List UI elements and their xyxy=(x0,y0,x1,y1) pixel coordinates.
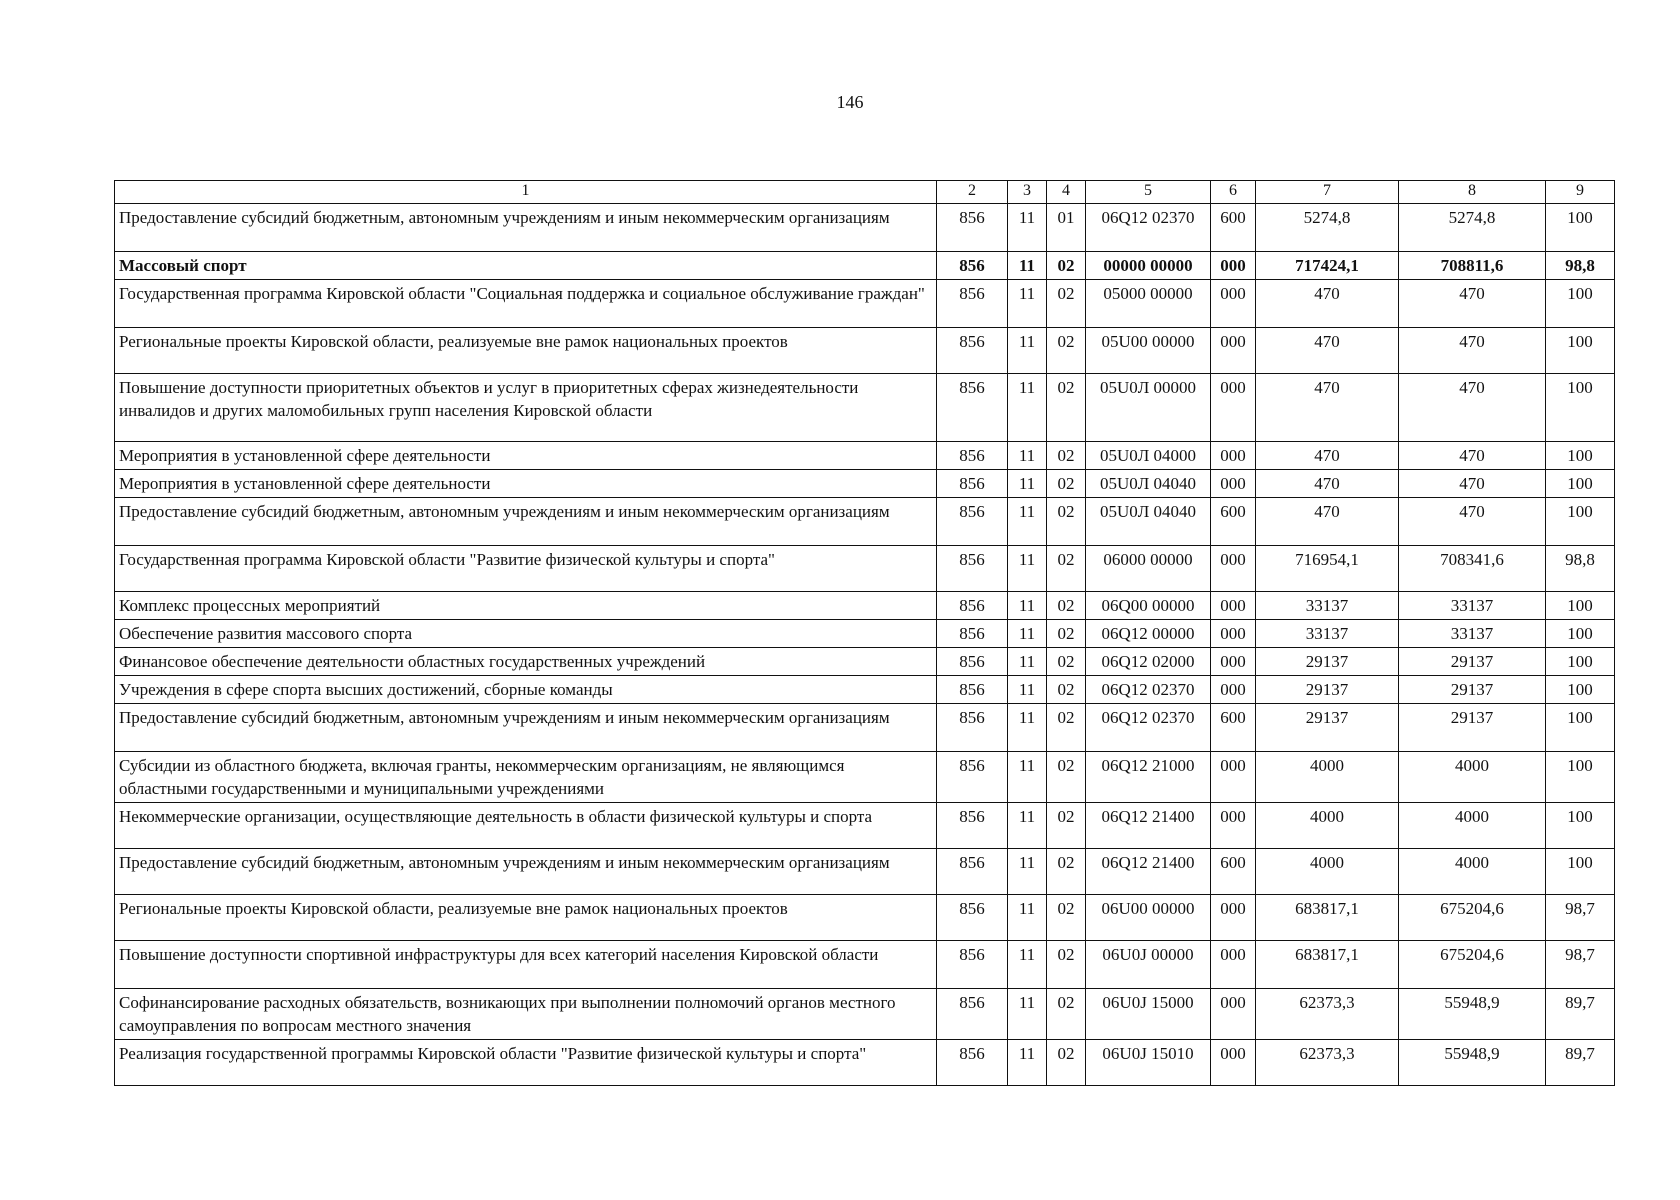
row-planned: 29137 xyxy=(1256,704,1399,752)
table-row xyxy=(115,546,1615,592)
row-admin-code: 856 xyxy=(937,470,1008,498)
table-row xyxy=(115,704,1615,752)
row-admin-code: 856 xyxy=(937,280,1008,328)
row-executed: 29137 xyxy=(1399,676,1546,704)
row-name: Региональные проекты Кировской области, реализуемые вне рамок национальных проектов xyxy=(115,895,937,941)
row-percent: 100 xyxy=(1546,328,1615,374)
table-row xyxy=(115,252,1615,280)
page-number: 146 xyxy=(836,92,864,112)
row-admin-code: 856 xyxy=(937,989,1008,1040)
row-name: Предоставление субсидий бюджетным, автономным учреждениям и иным некоммерческим организациям xyxy=(115,849,937,895)
table-row xyxy=(115,328,1615,374)
row-name: Обеспечение развития массового спорта xyxy=(115,620,937,648)
row-admin-code: 856 xyxy=(937,498,1008,546)
column-header: 9 xyxy=(1546,181,1615,204)
row-expense-type: 000 xyxy=(1211,676,1256,704)
row-section: 11 xyxy=(1008,803,1047,849)
row-name: Некоммерческие организации, осуществляющие деятельность в области физической культуры и спорта xyxy=(115,803,937,849)
row-executed: 470 xyxy=(1399,498,1546,546)
row-admin-code: 856 xyxy=(937,895,1008,941)
row-executed: 708811,6 xyxy=(1399,252,1546,280)
row-expense-type: 000 xyxy=(1211,989,1256,1040)
row-subsection: 02 xyxy=(1047,592,1086,620)
row-executed: 55948,9 xyxy=(1399,1040,1546,1086)
row-admin-code: 856 xyxy=(937,704,1008,752)
column-header: 1 xyxy=(115,181,937,204)
row-target-article: 05000 00000 xyxy=(1086,280,1211,328)
row-target-article: 06U0J 15000 xyxy=(1086,989,1211,1040)
row-target-article: 06000 00000 xyxy=(1086,546,1211,592)
row-section: 11 xyxy=(1008,752,1047,803)
row-percent: 100 xyxy=(1546,204,1615,252)
row-executed: 470 xyxy=(1399,280,1546,328)
table-row xyxy=(115,442,1615,470)
row-percent: 100 xyxy=(1546,498,1615,546)
table-row xyxy=(115,941,1615,989)
row-subsection: 02 xyxy=(1047,989,1086,1040)
row-name: Предоставление субсидий бюджетным, автономным учреждениям и иным некоммерческим организациям xyxy=(115,498,937,546)
row-percent: 89,7 xyxy=(1546,1040,1615,1086)
row-executed: 470 xyxy=(1399,470,1546,498)
row-target-article: 05U00 00000 xyxy=(1086,328,1211,374)
row-percent: 100 xyxy=(1546,470,1615,498)
budget-table xyxy=(114,180,1615,1086)
row-expense-type: 000 xyxy=(1211,803,1256,849)
row-percent: 98,7 xyxy=(1546,941,1615,989)
row-expense-type: 000 xyxy=(1211,895,1256,941)
column-header: 3 xyxy=(1008,181,1047,204)
table-row xyxy=(115,498,1615,546)
row-planned: 4000 xyxy=(1256,803,1399,849)
row-name: Предоставление субсидий бюджетным, автономным учреждениям и иным некоммерческим организациям xyxy=(115,204,937,252)
row-section: 11 xyxy=(1008,849,1047,895)
row-admin-code: 856 xyxy=(937,803,1008,849)
row-subsection: 02 xyxy=(1047,374,1086,442)
row-admin-code: 856 xyxy=(937,374,1008,442)
row-executed: 55948,9 xyxy=(1399,989,1546,1040)
row-executed: 470 xyxy=(1399,328,1546,374)
table-row xyxy=(115,374,1615,442)
row-expense-type: 000 xyxy=(1211,941,1256,989)
table-row xyxy=(115,1040,1615,1086)
row-target-article: 05U0Л 04000 xyxy=(1086,442,1211,470)
row-percent: 98,7 xyxy=(1546,895,1615,941)
row-percent: 100 xyxy=(1546,648,1615,676)
row-target-article: 06Q12 02000 xyxy=(1086,648,1211,676)
table-row xyxy=(115,648,1615,676)
row-section: 11 xyxy=(1008,620,1047,648)
row-target-article: 00000 00000 xyxy=(1086,252,1211,280)
row-target-article: 06Q12 02370 xyxy=(1086,704,1211,752)
row-name: Реализация государственной программы Кировской области "Развитие физической культуры и спорта" xyxy=(115,1040,937,1086)
row-expense-type: 000 xyxy=(1211,592,1256,620)
row-admin-code: 856 xyxy=(937,592,1008,620)
row-name: Повышение доступности спортивной инфраструктуры для всех категорий населения Кировской области xyxy=(115,941,937,989)
row-planned: 29137 xyxy=(1256,676,1399,704)
row-subsection: 02 xyxy=(1047,941,1086,989)
row-executed: 33137 xyxy=(1399,620,1546,648)
row-admin-code: 856 xyxy=(937,676,1008,704)
row-section: 11 xyxy=(1008,895,1047,941)
row-percent: 100 xyxy=(1546,849,1615,895)
row-executed: 29137 xyxy=(1399,648,1546,676)
row-section: 11 xyxy=(1008,204,1047,252)
row-section: 11 xyxy=(1008,280,1047,328)
row-planned: 683817,1 xyxy=(1256,941,1399,989)
row-expense-type: 600 xyxy=(1211,498,1256,546)
row-planned: 62373,3 xyxy=(1256,989,1399,1040)
row-expense-type: 600 xyxy=(1211,849,1256,895)
row-admin-code: 856 xyxy=(937,204,1008,252)
row-planned: 4000 xyxy=(1256,849,1399,895)
row-percent: 100 xyxy=(1546,752,1615,803)
row-expense-type: 600 xyxy=(1211,704,1256,752)
column-header: 4 xyxy=(1047,181,1086,204)
row-percent: 89,7 xyxy=(1546,989,1615,1040)
row-expense-type: 000 xyxy=(1211,442,1256,470)
row-name: Мероприятия в установленной сфере деятельности xyxy=(115,470,937,498)
row-percent: 98,8 xyxy=(1546,252,1615,280)
row-subsection: 02 xyxy=(1047,752,1086,803)
row-subsection: 02 xyxy=(1047,648,1086,676)
row-planned: 470 xyxy=(1256,442,1399,470)
row-name: Субсидии из областного бюджета, включая гранты, некоммерческим организациям, не являющимся областными государственными и муниципальными учреждениями xyxy=(115,752,937,803)
row-section: 11 xyxy=(1008,989,1047,1040)
row-planned: 470 xyxy=(1256,328,1399,374)
row-name: Государственная программа Кировской области "Социальная поддержка и социальное обслуживание граждан" xyxy=(115,280,937,328)
row-executed: 4000 xyxy=(1399,849,1546,895)
table-row xyxy=(115,989,1615,1040)
row-subsection: 02 xyxy=(1047,849,1086,895)
row-name: Учреждения в сфере спорта высших достижений, сборные команды xyxy=(115,676,937,704)
row-planned: 470 xyxy=(1256,470,1399,498)
table-row xyxy=(115,849,1615,895)
row-section: 11 xyxy=(1008,374,1047,442)
row-subsection: 02 xyxy=(1047,546,1086,592)
table-row xyxy=(115,592,1615,620)
row-expense-type: 000 xyxy=(1211,252,1256,280)
row-admin-code: 856 xyxy=(937,1040,1008,1086)
row-subsection: 02 xyxy=(1047,895,1086,941)
row-executed: 470 xyxy=(1399,442,1546,470)
row-name: Софинансирование расходных обязательств, возникающих при выполнении полномочий органов местного самоуправления по вопросам местного значения xyxy=(115,989,937,1040)
column-header: 6 xyxy=(1211,181,1256,204)
row-section: 11 xyxy=(1008,648,1047,676)
row-target-article: 05U0Л 04040 xyxy=(1086,470,1211,498)
row-name: Предоставление субсидий бюджетным, автономным учреждениям и иным некоммерческим организациям xyxy=(115,704,937,752)
row-subsection: 02 xyxy=(1047,803,1086,849)
row-section: 11 xyxy=(1008,704,1047,752)
row-section: 11 xyxy=(1008,941,1047,989)
row-name: Финансовое обеспечение деятельности областных государственных учреждений xyxy=(115,648,937,676)
row-name: Мероприятия в установленной сфере деятельности xyxy=(115,442,937,470)
row-target-article: 06Q12 21000 xyxy=(1086,752,1211,803)
table-row xyxy=(115,752,1615,803)
row-percent: 100 xyxy=(1546,704,1615,752)
table-row xyxy=(115,895,1615,941)
row-planned: 470 xyxy=(1256,280,1399,328)
row-section: 11 xyxy=(1008,498,1047,546)
table-row xyxy=(115,620,1615,648)
row-section: 11 xyxy=(1008,676,1047,704)
row-planned: 683817,1 xyxy=(1256,895,1399,941)
row-section: 11 xyxy=(1008,252,1047,280)
row-name: Государственная программа Кировской области "Развитие физической культуры и спорта" xyxy=(115,546,937,592)
row-percent: 100 xyxy=(1546,620,1615,648)
row-subsection: 02 xyxy=(1047,280,1086,328)
row-expense-type: 000 xyxy=(1211,620,1256,648)
row-target-article: 06U00 00000 xyxy=(1086,895,1211,941)
row-subsection: 02 xyxy=(1047,704,1086,752)
row-executed: 470 xyxy=(1399,374,1546,442)
row-target-article: 06U0J 00000 xyxy=(1086,941,1211,989)
row-admin-code: 856 xyxy=(937,620,1008,648)
row-percent: 100 xyxy=(1546,592,1615,620)
column-header: 5 xyxy=(1086,181,1211,204)
row-percent: 100 xyxy=(1546,803,1615,849)
row-section: 11 xyxy=(1008,328,1047,374)
row-target-article: 06Q12 21400 xyxy=(1086,803,1211,849)
row-percent: 100 xyxy=(1546,374,1615,442)
row-subsection: 02 xyxy=(1047,252,1086,280)
table-row xyxy=(115,280,1615,328)
table-row xyxy=(115,470,1615,498)
row-executed: 4000 xyxy=(1399,803,1546,849)
row-percent: 100 xyxy=(1546,442,1615,470)
row-section: 11 xyxy=(1008,592,1047,620)
row-admin-code: 856 xyxy=(937,328,1008,374)
row-admin-code: 856 xyxy=(937,941,1008,989)
row-admin-code: 856 xyxy=(937,648,1008,676)
table-row xyxy=(115,204,1615,252)
row-admin-code: 856 xyxy=(937,442,1008,470)
row-planned: 5274,8 xyxy=(1256,204,1399,252)
row-expense-type: 000 xyxy=(1211,752,1256,803)
row-target-article: 06U0J 15010 xyxy=(1086,1040,1211,1086)
row-name: Повышение доступности приоритетных объектов и услуг в приоритетных сферах жизнедеятельности инвалидов и других маломобильных групп населения Кировской области xyxy=(115,374,937,442)
row-subsection: 01 xyxy=(1047,204,1086,252)
row-planned: 470 xyxy=(1256,498,1399,546)
row-section: 11 xyxy=(1008,546,1047,592)
row-executed: 4000 xyxy=(1399,752,1546,803)
row-expense-type: 000 xyxy=(1211,374,1256,442)
row-subsection: 02 xyxy=(1047,498,1086,546)
row-name: Комплекс процессных мероприятий xyxy=(115,592,937,620)
row-planned: 470 xyxy=(1256,374,1399,442)
row-target-article: 05U0Л 00000 xyxy=(1086,374,1211,442)
row-target-article: 06Q12 00000 xyxy=(1086,620,1211,648)
column-header: 7 xyxy=(1256,181,1399,204)
row-expense-type: 000 xyxy=(1211,470,1256,498)
row-name: Массовый спорт xyxy=(115,252,937,280)
row-planned: 33137 xyxy=(1256,592,1399,620)
row-executed: 708341,6 xyxy=(1399,546,1546,592)
row-executed: 29137 xyxy=(1399,704,1546,752)
row-subsection: 02 xyxy=(1047,1040,1086,1086)
row-executed: 675204,6 xyxy=(1399,941,1546,989)
row-subsection: 02 xyxy=(1047,676,1086,704)
table-row xyxy=(115,676,1615,704)
row-percent: 98,8 xyxy=(1546,546,1615,592)
row-planned: 4000 xyxy=(1256,752,1399,803)
row-percent: 100 xyxy=(1546,676,1615,704)
row-executed: 33137 xyxy=(1399,592,1546,620)
row-expense-type: 600 xyxy=(1211,204,1256,252)
row-subsection: 02 xyxy=(1047,470,1086,498)
row-name: Региональные проекты Кировской области, реализуемые вне рамок национальных проектов xyxy=(115,328,937,374)
row-admin-code: 856 xyxy=(937,252,1008,280)
row-executed: 5274,8 xyxy=(1399,204,1546,252)
row-expense-type: 000 xyxy=(1211,280,1256,328)
row-executed: 675204,6 xyxy=(1399,895,1546,941)
row-expense-type: 000 xyxy=(1211,1040,1256,1086)
row-subsection: 02 xyxy=(1047,442,1086,470)
row-section: 11 xyxy=(1008,470,1047,498)
row-admin-code: 856 xyxy=(937,849,1008,895)
row-target-article: 05U0Л 04040 xyxy=(1086,498,1211,546)
row-target-article: 06Q12 21400 xyxy=(1086,849,1211,895)
row-subsection: 02 xyxy=(1047,620,1086,648)
row-expense-type: 000 xyxy=(1211,648,1256,676)
table-header-row xyxy=(115,181,1615,204)
row-percent: 100 xyxy=(1546,280,1615,328)
row-target-article: 06Q00 00000 xyxy=(1086,592,1211,620)
row-planned: 716954,1 xyxy=(1256,546,1399,592)
row-expense-type: 000 xyxy=(1211,546,1256,592)
column-header: 8 xyxy=(1399,181,1546,204)
row-subsection: 02 xyxy=(1047,328,1086,374)
row-planned: 717424,1 xyxy=(1256,252,1399,280)
row-admin-code: 856 xyxy=(937,752,1008,803)
row-expense-type: 000 xyxy=(1211,328,1256,374)
row-target-article: 06Q12 02370 xyxy=(1086,204,1211,252)
row-planned: 29137 xyxy=(1256,648,1399,676)
row-admin-code: 856 xyxy=(937,546,1008,592)
table-row xyxy=(115,803,1615,849)
row-planned: 62373,3 xyxy=(1256,1040,1399,1086)
row-section: 11 xyxy=(1008,1040,1047,1086)
column-header: 2 xyxy=(937,181,1008,204)
row-target-article: 06Q12 02370 xyxy=(1086,676,1211,704)
row-planned: 33137 xyxy=(1256,620,1399,648)
row-section: 11 xyxy=(1008,442,1047,470)
